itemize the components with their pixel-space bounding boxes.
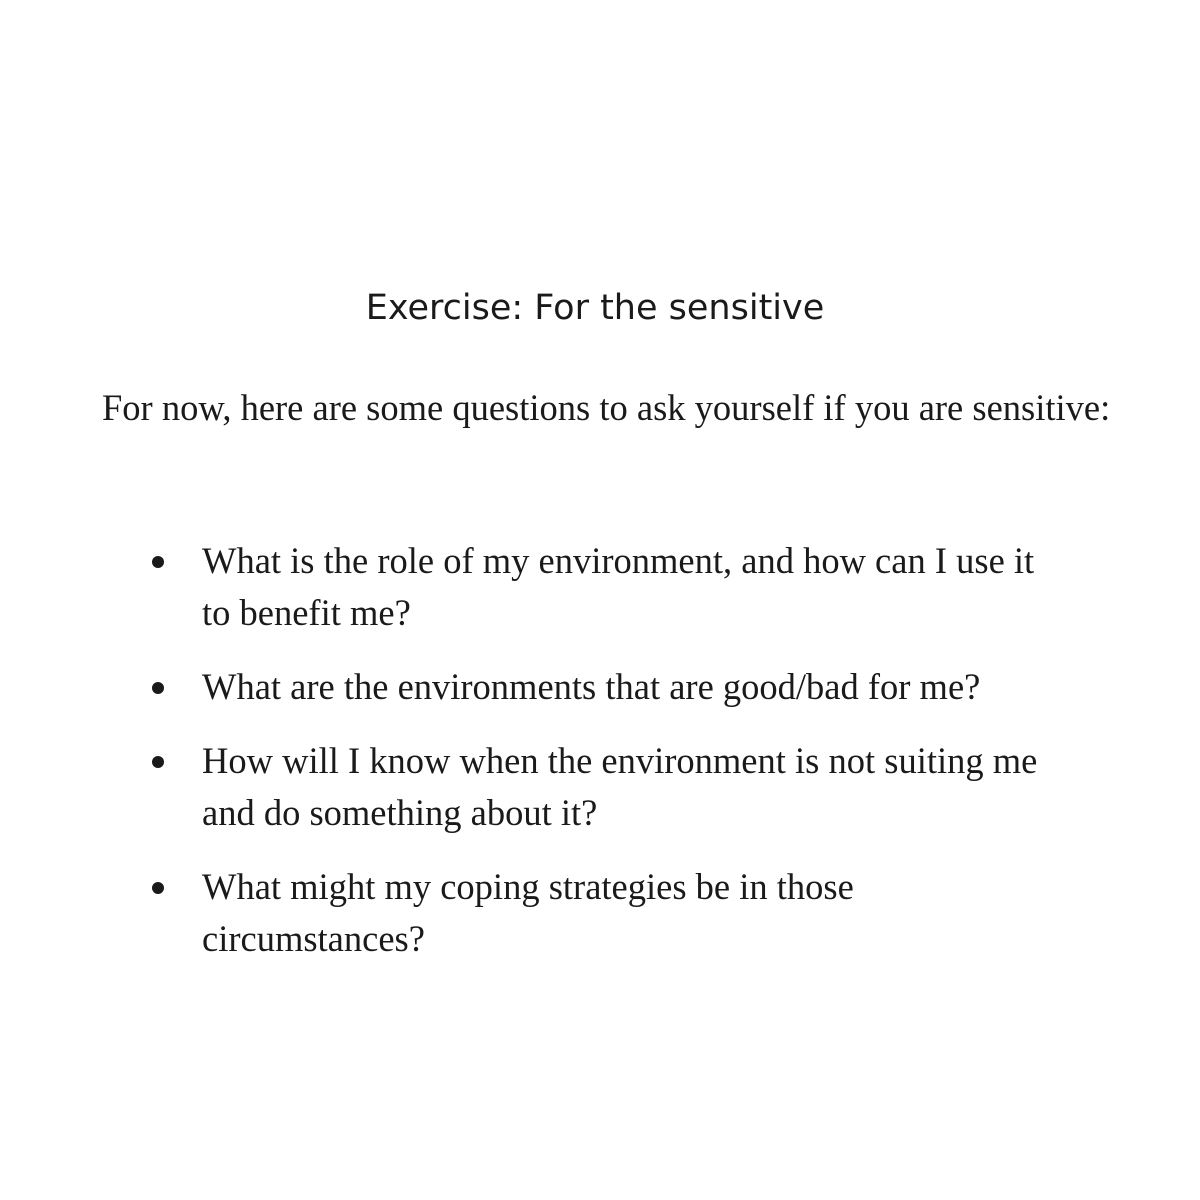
list-item xyxy=(150,861,1070,965)
question-text: What are the environments that are good/bad for me? xyxy=(202,666,981,707)
bullet-icon xyxy=(152,882,164,894)
bullet-icon xyxy=(152,756,164,768)
bullet-icon xyxy=(152,556,164,568)
exercise-heading: Exercise: For the sensitive xyxy=(365,288,825,328)
question-text: What might my coping strategies be in those circumstances? xyxy=(202,866,854,959)
list-item xyxy=(150,661,1070,713)
intro-paragraph: For now, here are some questions to ask yourself if you are sensitive: xyxy=(102,387,1111,428)
question-list xyxy=(150,535,1070,987)
question-text: How will I know when the environment is not suiting me and do something about it? xyxy=(202,740,1038,833)
list-item xyxy=(150,535,1070,639)
question-text: What is the role of my environment, and how can I use it to benefit me? xyxy=(202,540,1035,633)
bullet-icon xyxy=(152,682,164,694)
list-item xyxy=(150,735,1070,839)
